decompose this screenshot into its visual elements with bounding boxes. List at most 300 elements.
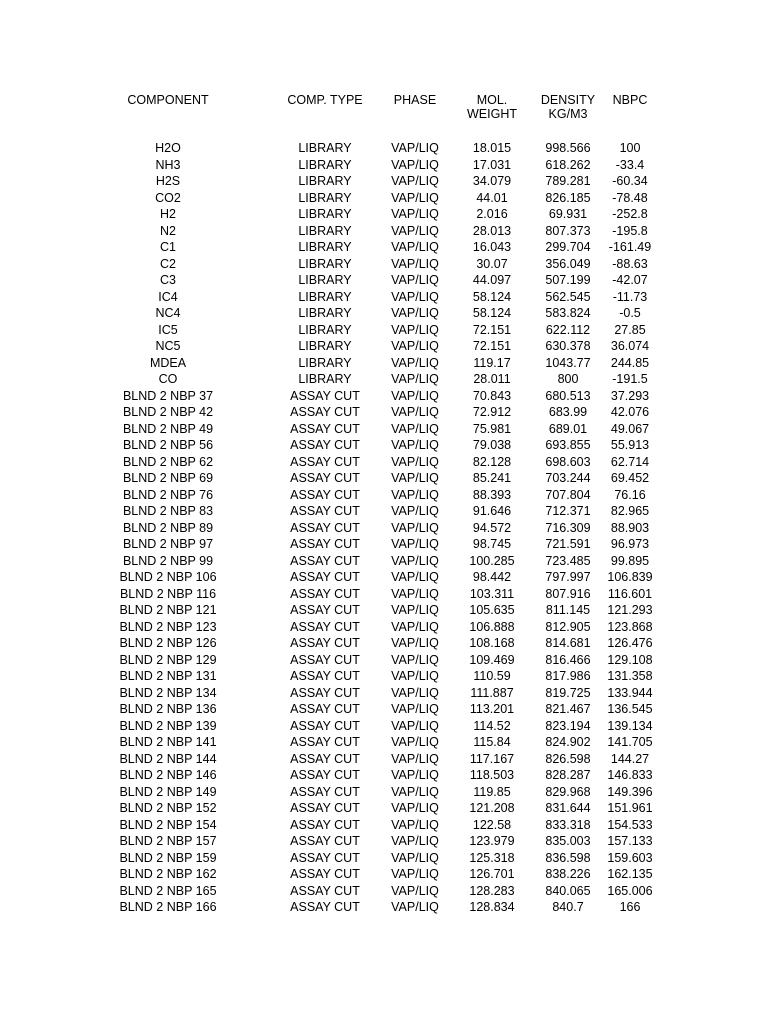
cell-nbpc: 151.961: [607, 801, 653, 815]
cell-component: CO: [158, 372, 178, 386]
cell-component: N2: [160, 223, 176, 238]
table-row: [0, 899, 768, 916]
cell-mol-weight: 117.167: [469, 751, 515, 766]
cell-comp-type: LIBRARY: [298, 339, 352, 353]
cell-mol-weight: 85.241: [472, 471, 512, 485]
cell-nbpc: 37.293: [610, 388, 650, 403]
table-row: [0, 520, 768, 537]
cell-nbpc: 126.476: [607, 636, 653, 650]
cell-density: 721.591: [545, 537, 591, 551]
cell-mol-weight: 94.572: [472, 520, 512, 535]
cell-density: 583.824: [545, 306, 591, 320]
cell-component: H2S: [155, 174, 181, 188]
table-row: [0, 404, 768, 421]
cell-mol-weight: 126.701: [469, 867, 515, 881]
cell-component: BLND 2 NBP 97: [122, 537, 214, 551]
cell-component: BLND 2 NBP 99: [122, 553, 214, 568]
cell-component: BLND 2 NBP 49: [122, 421, 214, 436]
cell-comp-type: ASSAY CUT: [290, 669, 360, 683]
cell-comp-type: LIBRARY: [298, 157, 352, 172]
cell-component: BLND 2 NBP 123: [119, 619, 217, 634]
cell-comp-type: ASSAY CUT: [290, 801, 360, 815]
cell-phase: VAP/LIQ: [391, 256, 439, 271]
cell-nbpc: 244.85: [610, 355, 650, 370]
cell-phase: VAP/LIQ: [391, 289, 439, 304]
cell-nbpc: 42.076: [610, 405, 650, 419]
cell-nbpc: -252.8: [612, 207, 648, 221]
table-row: [0, 833, 768, 850]
cell-component: BLND 2 NBP 89: [122, 520, 214, 535]
header-phase: PHASE: [393, 93, 437, 107]
cell-nbpc: 121.293: [607, 603, 653, 617]
cell-density: 789.281: [545, 174, 591, 188]
cell-phase: VAP/LIQ: [391, 553, 439, 568]
cell-nbpc: 55.913: [610, 438, 650, 452]
cell-density: 817.986: [545, 669, 591, 683]
cell-nbpc: 131.358: [607, 669, 653, 683]
cell-mol-weight: 106.888: [469, 619, 515, 634]
cell-component: BLND 2 NBP 149: [119, 784, 217, 799]
cell-nbpc: 165.006: [607, 883, 653, 898]
cell-comp-type: ASSAY CUT: [290, 619, 360, 634]
cell-density: 689.01: [548, 421, 588, 436]
cell-component: BLND 2 NBP 83: [122, 504, 214, 518]
cell-nbpc: 162.135: [607, 867, 653, 881]
table-row: [0, 817, 768, 834]
table-row: [0, 421, 768, 438]
cell-mol-weight: 118.503: [469, 768, 515, 782]
cell-nbpc: 116.601: [607, 586, 653, 601]
cell-phase: VAP/LIQ: [391, 306, 439, 320]
cell-nbpc: 146.833: [607, 768, 653, 782]
cell-phase: VAP/LIQ: [391, 570, 439, 584]
cell-comp-type: ASSAY CUT: [290, 405, 360, 419]
cell-density: 693.855: [545, 438, 591, 452]
cell-nbpc: -33.4: [615, 157, 645, 172]
cell-component: BLND 2 NBP 134: [119, 685, 217, 700]
header-density-line2: KG/M3: [548, 107, 588, 121]
cell-comp-type: LIBRARY: [298, 322, 352, 337]
cell-density: 356.049: [545, 256, 591, 271]
cell-mol-weight: 109.469: [469, 652, 515, 667]
table-body: [0, 140, 768, 916]
cell-phase: VAP/LIQ: [391, 388, 439, 403]
cell-nbpc: 141.705: [607, 735, 653, 749]
table-row: [0, 536, 768, 553]
cell-phase: VAP/LIQ: [391, 817, 439, 832]
cell-nbpc: -161.49: [608, 240, 652, 254]
cell-component: IC4: [158, 289, 178, 304]
cell-phase: VAP/LIQ: [391, 520, 439, 535]
header-mol-weight-line1: MOL.: [476, 93, 508, 107]
cell-component: BLND 2 NBP 131: [119, 669, 217, 683]
cell-density: 840.7: [552, 900, 584, 914]
table-row: [0, 223, 768, 240]
cell-component: NC4: [155, 306, 181, 320]
cell-mol-weight: 44.01: [476, 190, 508, 205]
cell-mol-weight: 115.84: [473, 735, 511, 749]
cell-component: C2: [160, 256, 176, 271]
cell-density: 800: [557, 372, 579, 386]
cell-phase: VAP/LIQ: [391, 355, 439, 370]
cell-nbpc: -11.73: [612, 289, 648, 304]
cell-density: 814.681: [545, 636, 591, 650]
cell-density: 562.545: [545, 289, 591, 304]
cell-density: 807.916: [545, 586, 591, 601]
cell-density: 1043.77: [545, 355, 591, 370]
cell-phase: VAP/LIQ: [391, 504, 439, 518]
table-row: [0, 140, 768, 157]
cell-mol-weight: 30.07: [476, 256, 508, 271]
cell-component: BLND 2 NBP 37: [122, 388, 214, 403]
cell-density: 829.968: [545, 784, 591, 799]
cell-density: 712.371: [545, 504, 591, 518]
cell-mol-weight: 17.031: [472, 157, 512, 172]
cell-component: BLND 2 NBP 62: [122, 454, 214, 469]
cell-mol-weight: 28.013: [472, 223, 512, 238]
cell-nbpc: 62.714: [610, 454, 650, 469]
cell-density: 299.704: [545, 240, 591, 254]
cell-nbpc: 36.074: [610, 339, 650, 353]
cell-mol-weight: 113.201: [469, 702, 515, 716]
cell-comp-type: LIBRARY: [298, 355, 352, 370]
cell-comp-type: ASSAY CUT: [290, 768, 360, 782]
cell-mol-weight: 75.981: [472, 421, 512, 436]
cell-component: BLND 2 NBP 165: [119, 883, 217, 898]
cell-density: 622.112: [545, 322, 591, 337]
cell-density: 826.598: [545, 751, 591, 766]
cell-comp-type: LIBRARY: [298, 256, 352, 271]
cell-component: BLND 2 NBP 154: [119, 817, 217, 832]
cell-phase: VAP/LIQ: [391, 339, 439, 353]
table-row: [0, 701, 768, 718]
cell-component: NC5: [155, 339, 181, 353]
cell-comp-type: LIBRARY: [298, 223, 352, 238]
cell-mol-weight: 108.168: [469, 636, 515, 650]
cell-comp-type: ASSAY CUT: [290, 421, 360, 436]
cell-comp-type: ASSAY CUT: [290, 570, 360, 584]
table-row: [0, 173, 768, 190]
cell-component: BLND 2 NBP 56: [122, 438, 214, 452]
cell-comp-type: ASSAY CUT: [290, 718, 360, 733]
cell-phase: VAP/LIQ: [391, 669, 439, 683]
table-row: [0, 289, 768, 306]
cell-phase: VAP/LIQ: [391, 850, 439, 865]
table-row: [0, 734, 768, 751]
cell-component: H2: [160, 207, 176, 221]
table-row: [0, 602, 768, 619]
table-row: [0, 371, 768, 388]
cell-comp-type: ASSAY CUT: [290, 504, 360, 518]
table-row: [0, 487, 768, 504]
cell-nbpc: 139.134: [607, 718, 653, 733]
cell-nbpc: 69.452: [610, 471, 650, 485]
cell-comp-type: ASSAY CUT: [290, 454, 360, 469]
cell-phase: VAP/LIQ: [391, 487, 439, 502]
cell-mol-weight: 119.85: [473, 784, 511, 799]
cell-component: BLND 2 NBP 159: [119, 850, 217, 865]
cell-density: 824.902: [545, 735, 591, 749]
table-row: [0, 157, 768, 174]
cell-phase: VAP/LIQ: [391, 685, 439, 700]
cell-comp-type: ASSAY CUT: [290, 735, 360, 749]
cell-density: 831.644: [545, 801, 591, 815]
cell-comp-type: LIBRARY: [298, 190, 352, 205]
cell-mol-weight: 82.128: [472, 454, 512, 469]
cell-component: BLND 2 NBP 166: [119, 900, 217, 914]
cell-phase: VAP/LIQ: [391, 883, 439, 898]
table-row: [0, 718, 768, 735]
cell-comp-type: ASSAY CUT: [290, 388, 360, 403]
cell-component: BLND 2 NBP 162: [119, 867, 217, 881]
cell-nbpc: 166: [619, 900, 641, 914]
cell-component: BLND 2 NBP 141: [119, 735, 217, 749]
cell-phase: VAP/LIQ: [391, 834, 439, 848]
cell-mol-weight: 128.834: [469, 900, 515, 914]
cell-component: BLND 2 NBP 146: [119, 768, 217, 782]
cell-nbpc: -88.63: [612, 256, 648, 271]
cell-mol-weight: 58.124: [472, 289, 512, 304]
table-row: [0, 866, 768, 883]
cell-phase: VAP/LIQ: [391, 784, 439, 799]
cell-density: 69.931: [548, 207, 588, 221]
cell-nbpc: -195.8: [612, 223, 648, 238]
cell-density: 838.226: [545, 867, 591, 881]
cell-comp-type: ASSAY CUT: [290, 553, 360, 568]
cell-component: BLND 2 NBP 157: [119, 834, 217, 848]
cell-comp-type: LIBRARY: [298, 207, 352, 221]
cell-nbpc: 149.396: [607, 784, 653, 799]
cell-phase: VAP/LIQ: [391, 141, 439, 155]
header-nbpc: NBPC: [612, 93, 648, 107]
cell-comp-type: LIBRARY: [298, 273, 352, 287]
cell-comp-type: LIBRARY: [298, 141, 352, 155]
cell-comp-type: ASSAY CUT: [290, 867, 360, 881]
cell-nbpc: 157.133: [607, 834, 653, 848]
cell-density: 836.598: [545, 850, 591, 865]
cell-phase: VAP/LIQ: [391, 421, 439, 436]
header-density-line1: DENSITY: [540, 93, 596, 107]
cell-mol-weight: 119.17: [473, 355, 511, 370]
cell-comp-type: ASSAY CUT: [290, 900, 360, 914]
table-row: [0, 569, 768, 586]
cell-comp-type: ASSAY CUT: [290, 471, 360, 485]
cell-density: 819.725: [545, 685, 591, 700]
cell-component: BLND 2 NBP 152: [119, 801, 217, 815]
cell-mol-weight: 91.646: [472, 504, 512, 518]
table-row: [0, 850, 768, 867]
cell-comp-type: ASSAY CUT: [290, 603, 360, 617]
cell-component: H2O: [155, 141, 181, 155]
table-row: [0, 784, 768, 801]
cell-component: BLND 2 NBP 76: [122, 487, 214, 502]
cell-comp-type: LIBRARY: [298, 240, 352, 254]
cell-nbpc: -60.34: [612, 174, 648, 188]
table-row: [0, 338, 768, 355]
cell-nbpc: -191.5: [612, 372, 648, 386]
cell-density: 823.194: [545, 718, 591, 733]
cell-density: 807.373: [545, 223, 591, 238]
cell-density: 835.003: [545, 834, 591, 848]
cell-comp-type: ASSAY CUT: [290, 520, 360, 535]
cell-phase: VAP/LIQ: [391, 603, 439, 617]
cell-phase: VAP/LIQ: [391, 702, 439, 716]
cell-density: 833.318: [545, 817, 591, 832]
cell-phase: VAP/LIQ: [391, 867, 439, 881]
cell-mol-weight: 2.016: [476, 207, 508, 221]
table-row: [0, 668, 768, 685]
cell-comp-type: LIBRARY: [298, 306, 352, 320]
cell-component: BLND 2 NBP 136: [119, 702, 217, 716]
table-row: [0, 685, 768, 702]
cell-component: IC5: [158, 322, 178, 337]
header-component: COMPONENT: [127, 93, 209, 107]
cell-phase: VAP/LIQ: [391, 190, 439, 205]
cell-density: 840.065: [545, 883, 591, 898]
cell-nbpc: 154.533: [607, 817, 653, 832]
cell-phase: VAP/LIQ: [391, 207, 439, 221]
cell-mol-weight: 100.285: [469, 553, 515, 568]
table-row: [0, 635, 768, 652]
cell-comp-type: ASSAY CUT: [290, 438, 360, 452]
cell-phase: VAP/LIQ: [391, 900, 439, 914]
table-row: [0, 619, 768, 636]
cell-mol-weight: 72.912: [472, 405, 512, 419]
cell-component: BLND 2 NBP 144: [119, 751, 217, 766]
cell-phase: VAP/LIQ: [391, 718, 439, 733]
cell-density: 816.466: [545, 652, 591, 667]
cell-nbpc: 76.16: [614, 487, 646, 502]
cell-nbpc: 136.545: [607, 702, 653, 716]
cell-component: BLND 2 NBP 106: [119, 570, 217, 584]
cell-mol-weight: 72.151: [472, 339, 512, 353]
cell-comp-type: LIBRARY: [298, 174, 352, 188]
table-row: [0, 388, 768, 405]
cell-mol-weight: 72.151: [472, 322, 512, 337]
cell-phase: VAP/LIQ: [391, 273, 439, 287]
cell-mol-weight: 103.311: [469, 586, 515, 601]
cell-density: 703.244: [545, 471, 591, 485]
cell-component: BLND 2 NBP 69: [122, 471, 214, 485]
table-row: [0, 437, 768, 454]
cell-mol-weight: 98.745: [472, 537, 512, 551]
cell-comp-type: ASSAY CUT: [290, 702, 360, 716]
cell-mol-weight: 44.097: [472, 273, 512, 287]
cell-density: 698.603: [545, 454, 591, 469]
cell-phase: VAP/LIQ: [391, 619, 439, 634]
cell-comp-type: LIBRARY: [298, 372, 352, 386]
cell-mol-weight: 58.124: [472, 306, 512, 320]
cell-component: MDEA: [149, 355, 187, 370]
cell-phase: VAP/LIQ: [391, 223, 439, 238]
table-row: [0, 206, 768, 223]
cell-component: BLND 2 NBP 129: [119, 652, 217, 667]
table-row: [0, 800, 768, 817]
cell-phase: VAP/LIQ: [391, 768, 439, 782]
cell-phase: VAP/LIQ: [391, 801, 439, 815]
cell-density: 716.309: [545, 520, 591, 535]
cell-comp-type: ASSAY CUT: [290, 850, 360, 865]
cell-nbpc: 106.839: [607, 570, 653, 584]
cell-nbpc: 96.973: [610, 537, 650, 551]
table-row: [0, 652, 768, 669]
cell-phase: VAP/LIQ: [391, 405, 439, 419]
cell-mol-weight: 18.015: [472, 141, 512, 155]
cell-nbpc: -0.5: [619, 306, 641, 320]
cell-phase: VAP/LIQ: [391, 537, 439, 551]
table-row: [0, 883, 768, 900]
cell-mol-weight: 16.043: [472, 240, 512, 254]
cell-phase: VAP/LIQ: [391, 322, 439, 337]
cell-component: BLND 2 NBP 121: [119, 603, 217, 617]
table-row: [0, 503, 768, 520]
cell-density: 507.199: [545, 273, 591, 287]
cell-mol-weight: 125.318: [469, 850, 515, 865]
cell-phase: VAP/LIQ: [391, 454, 439, 469]
cell-phase: VAP/LIQ: [391, 586, 439, 601]
table-row: [0, 553, 768, 570]
cell-mol-weight: 34.079: [472, 174, 512, 188]
cell-comp-type: ASSAY CUT: [290, 487, 360, 502]
cell-component: BLND 2 NBP 139: [119, 718, 217, 733]
table-row: [0, 322, 768, 339]
cell-density: 826.185: [545, 190, 591, 205]
table-row: [0, 256, 768, 273]
header-mol-weight-line2: WEIGHT: [467, 107, 517, 121]
table-row: [0, 767, 768, 784]
cell-comp-type: ASSAY CUT: [290, 834, 360, 848]
cell-nbpc: 88.903: [610, 520, 650, 535]
cell-density: 811.145: [545, 603, 591, 617]
cell-component: C1: [160, 240, 176, 254]
cell-density: 797.997: [545, 570, 591, 584]
cell-nbpc: 144.27: [610, 751, 650, 766]
cell-phase: VAP/LIQ: [391, 240, 439, 254]
cell-phase: VAP/LIQ: [391, 751, 439, 766]
header-mol-weight: [452, 93, 532, 121]
cell-component: C3: [160, 273, 176, 287]
cell-mol-weight: 70.843: [472, 388, 512, 403]
cell-comp-type: ASSAY CUT: [290, 652, 360, 667]
cell-mol-weight: 123.979: [469, 834, 515, 848]
cell-phase: VAP/LIQ: [391, 438, 439, 452]
cell-mol-weight: 105.635: [469, 603, 515, 617]
cell-component: BLND 2 NBP 116: [119, 586, 217, 601]
cell-comp-type: ASSAY CUT: [290, 586, 360, 601]
cell-mol-weight: 111.887: [470, 685, 514, 700]
cell-nbpc: 100: [619, 141, 641, 155]
cell-phase: VAP/LIQ: [391, 372, 439, 386]
table-row: [0, 272, 768, 289]
cell-density: 630.378: [545, 339, 591, 353]
cell-component: NH3: [155, 157, 181, 172]
cell-phase: VAP/LIQ: [391, 174, 439, 188]
cell-phase: VAP/LIQ: [391, 471, 439, 485]
cell-comp-type: ASSAY CUT: [290, 537, 360, 551]
cell-comp-type: ASSAY CUT: [290, 784, 360, 799]
cell-mol-weight: 79.038: [472, 438, 512, 452]
cell-mol-weight: 88.393: [472, 487, 512, 502]
cell-nbpc: 49.067: [610, 421, 650, 436]
table-row: [0, 355, 768, 372]
table-row: [0, 470, 768, 487]
table-row: [0, 239, 768, 256]
cell-density: 680.513: [545, 388, 591, 403]
cell-component: BLND 2 NBP 42: [122, 405, 214, 419]
cell-mol-weight: 114.52: [473, 718, 511, 733]
cell-density: 723.485: [545, 553, 591, 568]
cell-comp-type: ASSAY CUT: [290, 751, 360, 766]
